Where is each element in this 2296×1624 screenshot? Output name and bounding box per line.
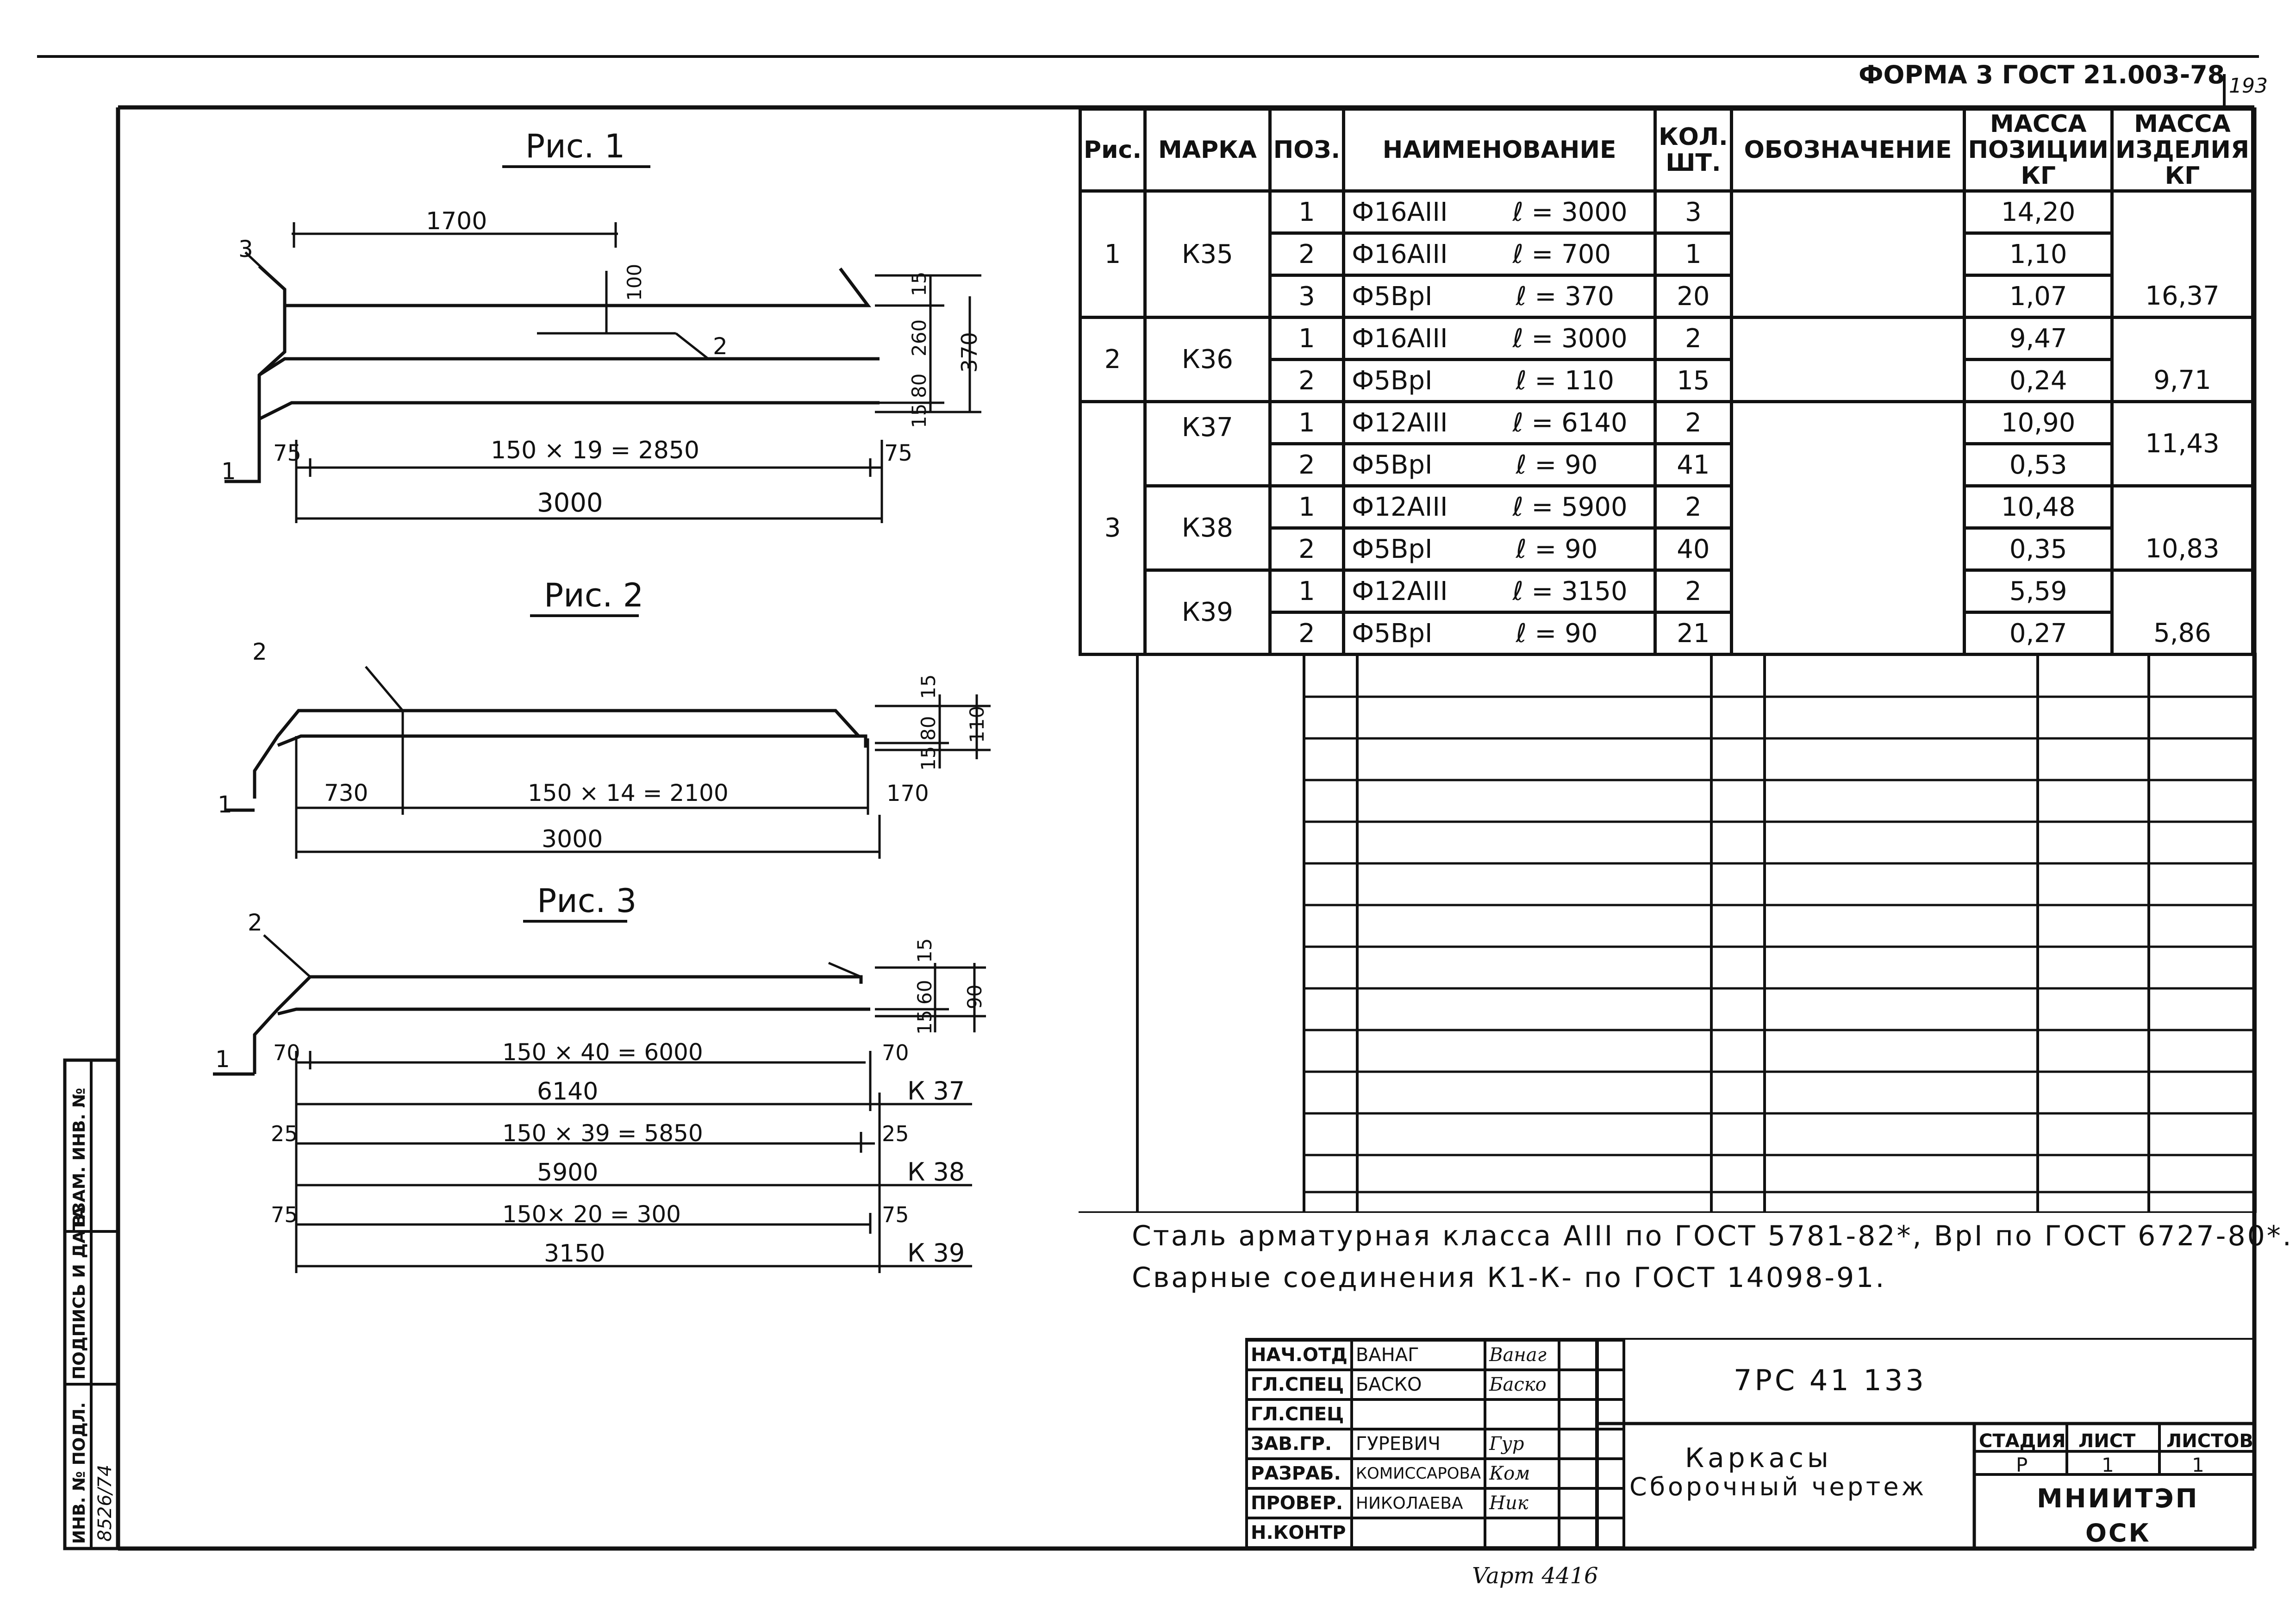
- qty-cell: 20: [1655, 275, 1732, 318]
- mass-pos-cell: 9,47: [1965, 318, 2112, 360]
- fig3-dim-90: 90: [963, 984, 986, 1009]
- qty-cell: 21: [1655, 612, 1732, 655]
- fig1-dim-total: 3000: [537, 488, 603, 518]
- name-cell: [1344, 402, 1655, 444]
- fig3-label-1: 1: [215, 1046, 230, 1073]
- col-mark: МАРКА: [1145, 109, 1270, 191]
- bar-length: ℓ = 700: [1512, 239, 1611, 269]
- role-date: [1559, 1518, 1624, 1548]
- name-cell: [1344, 570, 1655, 612]
- pos-cell: 2: [1270, 528, 1343, 570]
- fig1-dim-370: 370: [957, 332, 982, 373]
- mass-pos-cell: 1,10: [1965, 233, 2112, 275]
- mass-pos-cell: 5,59: [1965, 570, 2112, 612]
- table-row: [1247, 1518, 1624, 1548]
- role-signature: Гур: [1485, 1429, 1559, 1459]
- pos-cell: 2: [1270, 360, 1343, 402]
- fig1-dim-15a: 15: [908, 271, 930, 296]
- pos-cell: 3: [1270, 275, 1343, 318]
- role-name: БАСКО: [1352, 1370, 1485, 1399]
- mass-pos-cell: 1,07: [1965, 275, 2112, 318]
- fig1-dim-15b: 15: [908, 403, 930, 428]
- col-mass-pos: МАССА ПОЗИЦИИ КГ: [1965, 109, 2112, 191]
- role-date: [1559, 1370, 1624, 1399]
- bar-name: Ф16АIII: [1352, 197, 1448, 227]
- title-block-roles: [1245, 1339, 1625, 1549]
- qty-cell: 2: [1655, 570, 1732, 612]
- bar-name: Ф5ВрI: [1352, 450, 1433, 480]
- mass-pos-cell: 14,20: [1965, 191, 2112, 233]
- mass-item-cell: 5,86: [2112, 570, 2252, 655]
- k38-mark: К 38: [907, 1157, 965, 1187]
- col-mass-item: МАССА ИЗДЕЛИЯ КГ: [2112, 109, 2252, 191]
- fig2-dim-170: 170: [886, 781, 929, 806]
- role-name: ВАНАГ: [1352, 1340, 1485, 1370]
- stage-value: Р: [2016, 1454, 2028, 1476]
- sheets-label: ЛИСТОВ: [2166, 1430, 2253, 1452]
- bar-length: ℓ = 3000: [1512, 197, 1628, 227]
- role-signature: [1485, 1518, 1559, 1548]
- qty-cell: 40: [1655, 528, 1732, 570]
- fig3-dim-15a: 15: [913, 938, 936, 963]
- table-row: [1247, 1340, 1624, 1370]
- name-cell: [1344, 486, 1655, 528]
- bar-name: Ф5ВрI: [1352, 365, 1433, 396]
- bar-name: Ф12АIII: [1352, 576, 1448, 606]
- name-cell: [1344, 191, 1655, 233]
- fig2-dim-730: 730: [324, 780, 368, 806]
- bar-length: ℓ = 90: [1516, 534, 1598, 564]
- fig2-dim-15b: 15: [917, 746, 940, 771]
- role-name: КОМИССАРОВА: [1352, 1459, 1485, 1488]
- role-name: ГУРЕВИЧ: [1352, 1429, 1485, 1459]
- fig1-label-3: 3: [238, 236, 253, 262]
- k39-spacing: 150× 20 = 300: [502, 1201, 681, 1228]
- bar-name: Ф5ВрI: [1352, 618, 1433, 649]
- mark-cell: К36: [1145, 318, 1270, 402]
- bar-length: ℓ = 370: [1516, 281, 1615, 312]
- name-cell: [1344, 444, 1655, 486]
- empty-spec-rows: [1079, 653, 2257, 1213]
- bar-name: Ф5ВрI: [1352, 534, 1433, 564]
- role-label: РАЗРАБ.: [1247, 1459, 1352, 1488]
- designation-cell: [1731, 318, 1965, 402]
- k39-end-left: 75: [271, 1202, 298, 1227]
- role-name: НИКОЛАЕВА: [1352, 1488, 1485, 1518]
- role-signature: Баско: [1485, 1370, 1559, 1399]
- col-pos: ПОЗ.: [1270, 109, 1343, 191]
- bar-name: Ф5ВрI: [1352, 281, 1433, 312]
- role-label: Н.КОНТР: [1247, 1518, 1352, 1548]
- bar-name: Ф16АIII: [1352, 323, 1448, 354]
- mass-pos-cell: 10,48: [1965, 486, 2112, 528]
- bar-length: ℓ = 110: [1516, 365, 1615, 396]
- fig1-title: Рис. 1: [525, 127, 625, 165]
- bar-length: ℓ = 90: [1516, 450, 1598, 480]
- note-welding: Сварные соединения К1-К- по ГОСТ 14098-91.: [1132, 1262, 1886, 1294]
- bar-length: ℓ = 3000: [1512, 323, 1628, 354]
- role-date: [1559, 1340, 1624, 1370]
- org-line-1: МНИИТЭП: [2037, 1484, 2199, 1514]
- table-row: [1247, 1399, 1624, 1429]
- name-cell: [1344, 360, 1655, 402]
- fig2-title: Рис. 2: [544, 576, 644, 614]
- qty-cell: 41: [1655, 444, 1732, 486]
- bottom-note: Vapm 4416: [1472, 1563, 1598, 1589]
- table-row: [1080, 570, 2253, 612]
- side-inv-label: ИНВ. № ПОДЛ.: [70, 1402, 89, 1544]
- side-sign-label: ПОДПИСЬ И ДАТА: [70, 1206, 89, 1380]
- title-line-1: Каркасы: [1685, 1442, 1832, 1474]
- mark-cell: К37: [1145, 402, 1270, 486]
- role-date: [1559, 1488, 1624, 1518]
- k38-spacing: 150 × 39 = 5850: [502, 1120, 703, 1147]
- bar-name: Ф12АIII: [1352, 407, 1448, 438]
- fig3-dim-60: 60: [913, 980, 936, 1005]
- pos-cell: 1: [1270, 318, 1343, 360]
- bar-length: ℓ = 3150: [1512, 576, 1628, 606]
- pos-cell: 2: [1270, 233, 1343, 275]
- table-row: [1080, 318, 2253, 360]
- sheets-value: 1: [2192, 1454, 2204, 1476]
- name-cell: [1344, 318, 1655, 360]
- col-qty: КОЛ. ШТ.: [1655, 109, 1732, 191]
- bar-length: ℓ = 90: [1516, 618, 1598, 649]
- table-row: [1247, 1488, 1624, 1518]
- fig1-dim-75r: 75: [884, 440, 913, 466]
- mass-item-cell: 9,71: [2112, 318, 2252, 402]
- designation-cell: [1731, 402, 1965, 655]
- designation-cell: [1731, 191, 1965, 318]
- role-label: ГЛ.СПЕЦ: [1247, 1370, 1352, 1399]
- mass-pos-cell: 0,53: [1965, 444, 2112, 486]
- fig-cell: 1: [1080, 191, 1145, 318]
- fig2-label-1: 1: [218, 791, 232, 818]
- role-signature: [1485, 1399, 1559, 1429]
- pos-cell: 1: [1270, 486, 1343, 528]
- bar-name: Ф16АIII: [1352, 239, 1448, 269]
- bar-length: ℓ = 5900: [1512, 492, 1628, 522]
- fig3-title: Рис. 3: [537, 882, 637, 920]
- fig1-label-2: 2: [713, 333, 728, 360]
- fig1-dim-top: 1700: [426, 207, 487, 235]
- k39-mark: К 39: [907, 1238, 965, 1268]
- mass-item-cell: 10,83: [2112, 486, 2252, 570]
- side-replace-label: ВЗАМ. ИНВ. №: [70, 1087, 89, 1227]
- role-signature: Ник: [1485, 1488, 1559, 1518]
- mass-pos-cell: 0,35: [1965, 528, 2112, 570]
- fig1-dim-260: 260: [908, 319, 930, 356]
- mass-pos-cell: 0,27: [1965, 612, 2112, 655]
- role-label: ГЛ.СПЕЦ: [1247, 1399, 1352, 1429]
- table-row: [1247, 1370, 1624, 1399]
- bar-name: Ф12АIII: [1352, 492, 1448, 522]
- fig2-label-2: 2: [252, 638, 267, 665]
- pos-cell: 2: [1270, 612, 1343, 655]
- mass-item-cell: 11,43: [2112, 402, 2252, 486]
- fig1-dim-80: 80: [908, 373, 930, 398]
- fig1-dim-100: 100: [623, 263, 646, 301]
- role-date: [1559, 1459, 1624, 1488]
- col-fig: Рис.: [1080, 109, 1145, 191]
- side-inv-value: 8526/74: [94, 1464, 116, 1542]
- k37-end-right: 70: [882, 1040, 909, 1065]
- role-name: [1352, 1399, 1485, 1429]
- col-name: НАИМЕНОВАНИЕ: [1344, 109, 1655, 191]
- role-label: НАЧ.ОТД: [1247, 1340, 1352, 1370]
- qty-cell: 1: [1655, 233, 1732, 275]
- role-date: [1559, 1429, 1624, 1459]
- pos-cell: 2: [1270, 444, 1343, 486]
- k37-total: 6140: [537, 1078, 599, 1106]
- table-row: [1247, 1459, 1624, 1488]
- sheet-label: ЛИСТ: [2078, 1430, 2136, 1452]
- mark-cell: К38: [1145, 486, 1270, 570]
- k37-spacing: 150 × 40 = 6000: [502, 1039, 703, 1066]
- bar-length: ℓ = 6140: [1512, 407, 1628, 438]
- name-cell: [1344, 233, 1655, 275]
- doc-code: 7РС 41 133: [1734, 1363, 1927, 1397]
- fig2-dim-spacing: 150 × 14 = 2100: [528, 780, 729, 806]
- role-signature: Ванаг: [1485, 1340, 1559, 1370]
- table-row: [1080, 191, 2253, 233]
- k37-end-left: 70: [273, 1040, 300, 1065]
- mark-cell: К35: [1145, 191, 1270, 318]
- k38-end-left: 25: [271, 1121, 298, 1146]
- fig-cell: 3: [1080, 402, 1145, 655]
- fig2-dim-total: 3000: [542, 825, 603, 853]
- role-label: ПРОВЕР.: [1247, 1488, 1352, 1518]
- pos-cell: 1: [1270, 191, 1343, 233]
- mass-pos-cell: 0,24: [1965, 360, 2112, 402]
- stage-label: СТАДИЯ: [1979, 1430, 2066, 1452]
- col-designation: ОБОЗНАЧЕНИЕ: [1731, 109, 1965, 191]
- table-row: [1080, 486, 2253, 528]
- spec-header-row: [1080, 109, 2253, 191]
- k37-mark: К 37: [907, 1076, 965, 1106]
- fig1-dim-75l: 75: [273, 440, 302, 466]
- form-label: ФОРМА 3 ГОСТ 21.003-78: [1859, 60, 2225, 89]
- role-signature: Ком: [1485, 1459, 1559, 1488]
- fig1-label-1: 1: [221, 458, 236, 485]
- fig2-dim-80: 80: [917, 716, 940, 741]
- qty-cell: 3: [1655, 191, 1732, 233]
- qty-cell: 15: [1655, 360, 1732, 402]
- spec-table: [1079, 107, 2254, 656]
- qty-cell: 2: [1655, 402, 1732, 444]
- fig3-dim-15b: 15: [913, 1010, 936, 1035]
- mark-cell: К39: [1145, 570, 1270, 655]
- fig2-dim-110: 110: [966, 706, 988, 743]
- fig1-dim-spacing: 150 × 19 = 2850: [491, 437, 700, 464]
- table-row: [1247, 1429, 1624, 1459]
- role-date: [1559, 1399, 1624, 1429]
- title-line-2: Сборочный чертеж: [1629, 1472, 1927, 1501]
- k38-end-right: 25: [882, 1121, 909, 1146]
- role-label: ЗАВ.ГР.: [1247, 1429, 1352, 1459]
- name-cell: [1344, 612, 1655, 655]
- name-cell: [1344, 275, 1655, 318]
- fig3-label-2: 2: [248, 909, 262, 936]
- k39-end-right: 75: [882, 1202, 909, 1227]
- role-name: [1352, 1518, 1485, 1548]
- mass-item-cell: 16,37: [2112, 191, 2252, 318]
- k38-total: 5900: [537, 1159, 599, 1187]
- note-steel: Сталь арматурная класса АIII по ГОСТ 5781-82*, ВрI по ГОСТ 6727-80*.: [1132, 1220, 2293, 1252]
- page-number: 193: [2229, 74, 2268, 98]
- fig-cell: 2: [1080, 318, 1145, 402]
- sheet-value: 1: [2102, 1454, 2114, 1476]
- fig2-dim-15a: 15: [917, 674, 940, 699]
- k39-total: 3150: [544, 1240, 605, 1268]
- org-line-2: ОСК: [2085, 1518, 2151, 1548]
- pos-cell: 1: [1270, 402, 1343, 444]
- name-cell: [1344, 528, 1655, 570]
- qty-cell: 2: [1655, 318, 1732, 360]
- mass-pos-cell: 10,90: [1965, 402, 2112, 444]
- qty-cell: 2: [1655, 486, 1732, 528]
- table-row: [1080, 402, 2253, 444]
- pos-cell: 1: [1270, 570, 1343, 612]
